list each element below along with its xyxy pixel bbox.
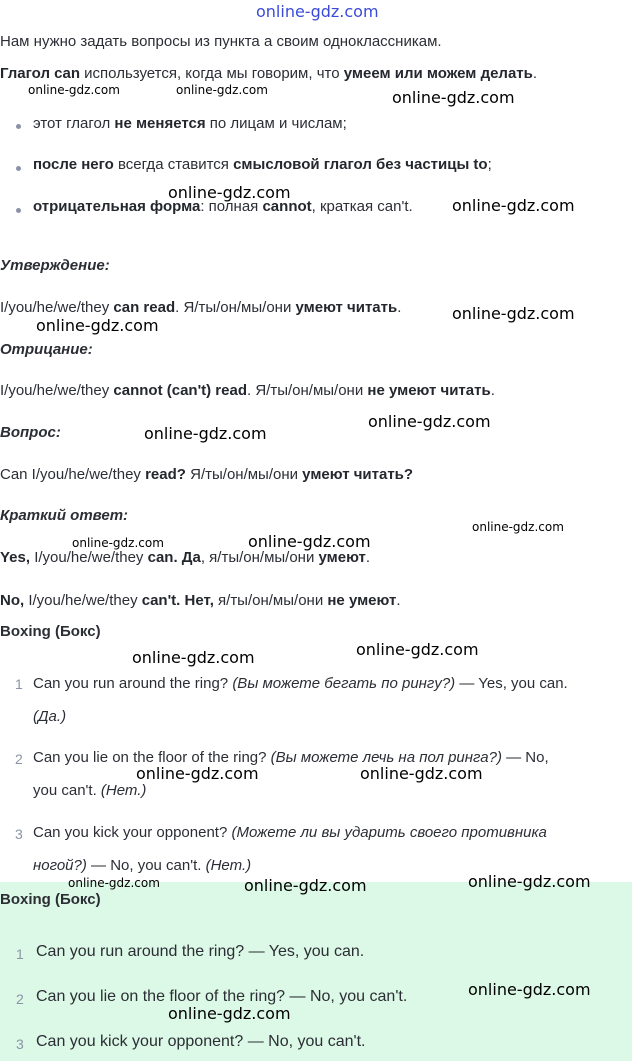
answer-item: Can you run around the ring? — Yes, you can. <box>36 943 365 960</box>
affirm-heading: Утверждение: <box>0 257 110 274</box>
watermark: online-gdz.com <box>36 316 159 335</box>
watermark-top: online-gdz.com <box>256 2 379 21</box>
bullet-item: отрицательная форма: полная cannot, краткая can't. <box>33 198 413 215</box>
boxing-question-cont: you can't. (Нет.) <box>33 782 147 799</box>
short-heading: Краткий ответ: <box>0 507 129 524</box>
item-number: 2 <box>16 991 24 1007</box>
answer-item: Can you lie on the floor of the ring? — No, you can't. <box>36 988 408 1005</box>
bullet-dot <box>16 124 21 129</box>
watermark: online-gdz.com <box>468 872 591 891</box>
watermark: online-gdz.com <box>248 532 371 551</box>
watermark: online-gdz.com <box>176 83 268 97</box>
watermark: online-gdz.com <box>28 83 120 97</box>
watermark: online-gdz.com <box>136 764 259 783</box>
watermark: online-gdz.com <box>368 412 491 431</box>
item-number: 3 <box>15 826 23 842</box>
bullet-item: после него всегда ставится смысловой глагол без частицы to; <box>33 156 492 173</box>
item-number: 2 <box>15 751 23 767</box>
watermark: online-gdz.com <box>132 648 255 667</box>
rule-text: Глагол can используется, когда мы говорим, что умеем или можем делать. <box>0 65 538 82</box>
boxing-question-cont: ногой?) — No, you can't. (Нет.) <box>33 857 252 874</box>
watermark: online-gdz.com <box>144 424 267 443</box>
item-number: 1 <box>15 676 23 692</box>
watermark: online-gdz.com <box>360 764 483 783</box>
watermark: online-gdz.com <box>452 304 575 323</box>
watermark: online-gdz.com <box>168 183 291 202</box>
watermark: online-gdz.com <box>68 876 160 890</box>
watermark: online-gdz.com <box>472 520 564 534</box>
boxing-title: Boxing (Бокс) <box>0 623 101 640</box>
watermark: online-gdz.com <box>356 640 479 659</box>
bullet-dot <box>16 208 21 213</box>
watermark: online-gdz.com <box>452 196 575 215</box>
bullet-dot <box>16 166 21 171</box>
negative-heading: Отрицание: <box>0 341 93 358</box>
boxing-question-cont: (Да.) <box>33 708 67 725</box>
watermark: online-gdz.com <box>392 88 515 107</box>
boxing-question: Can you run around the ring? (Вы можете бегать по рингу?) — Yes, you can. <box>33 675 568 692</box>
boxing-question: Can you kick your opponent? (Можете ли вы ударить своего противника <box>33 824 547 841</box>
negative-example: I/you/he/we/they cannot (can't) read. Я/ты/он/мы/они не умеют читать. <box>0 382 495 399</box>
item-number: 1 <box>16 946 24 962</box>
answer-item: Can you kick your opponent? — No, you can't. <box>36 1033 366 1050</box>
watermark: online-gdz.com <box>468 980 591 999</box>
question-heading: Вопрос: <box>0 424 61 441</box>
boxing-answer-title: Boxing (Бокс) <box>0 891 101 908</box>
watermark: online-gdz.com <box>244 876 367 895</box>
question-example: Can I/you/he/we/they read? Я/ты/он/мы/они умеют читать? <box>0 466 414 483</box>
short-no: No, I/you/he/we/they can't. Нет, я/ты/он/мы/они не умеют. <box>0 592 401 609</box>
watermark: online-gdz.com <box>72 536 164 550</box>
bullet-item: этот глагол не меняется по лицам и числам; <box>33 115 347 132</box>
short-yes: Yes, I/you/he/we/they can. Да, я/ты/он/мы/они умеют. <box>0 549 371 566</box>
intro-text: Нам нужно задать вопросы из пункта а своим одноклассникам. <box>0 33 442 50</box>
boxing-question: Can you lie on the floor of the ring? (Вы можете лечь на пол ринга?) — No, <box>33 749 549 766</box>
affirm-example: I/you/he/we/they can read. Я/ты/он/мы/они умеют читать. <box>0 299 402 316</box>
item-number: 3 <box>16 1036 24 1052</box>
watermark: online-gdz.com <box>168 1004 291 1023</box>
